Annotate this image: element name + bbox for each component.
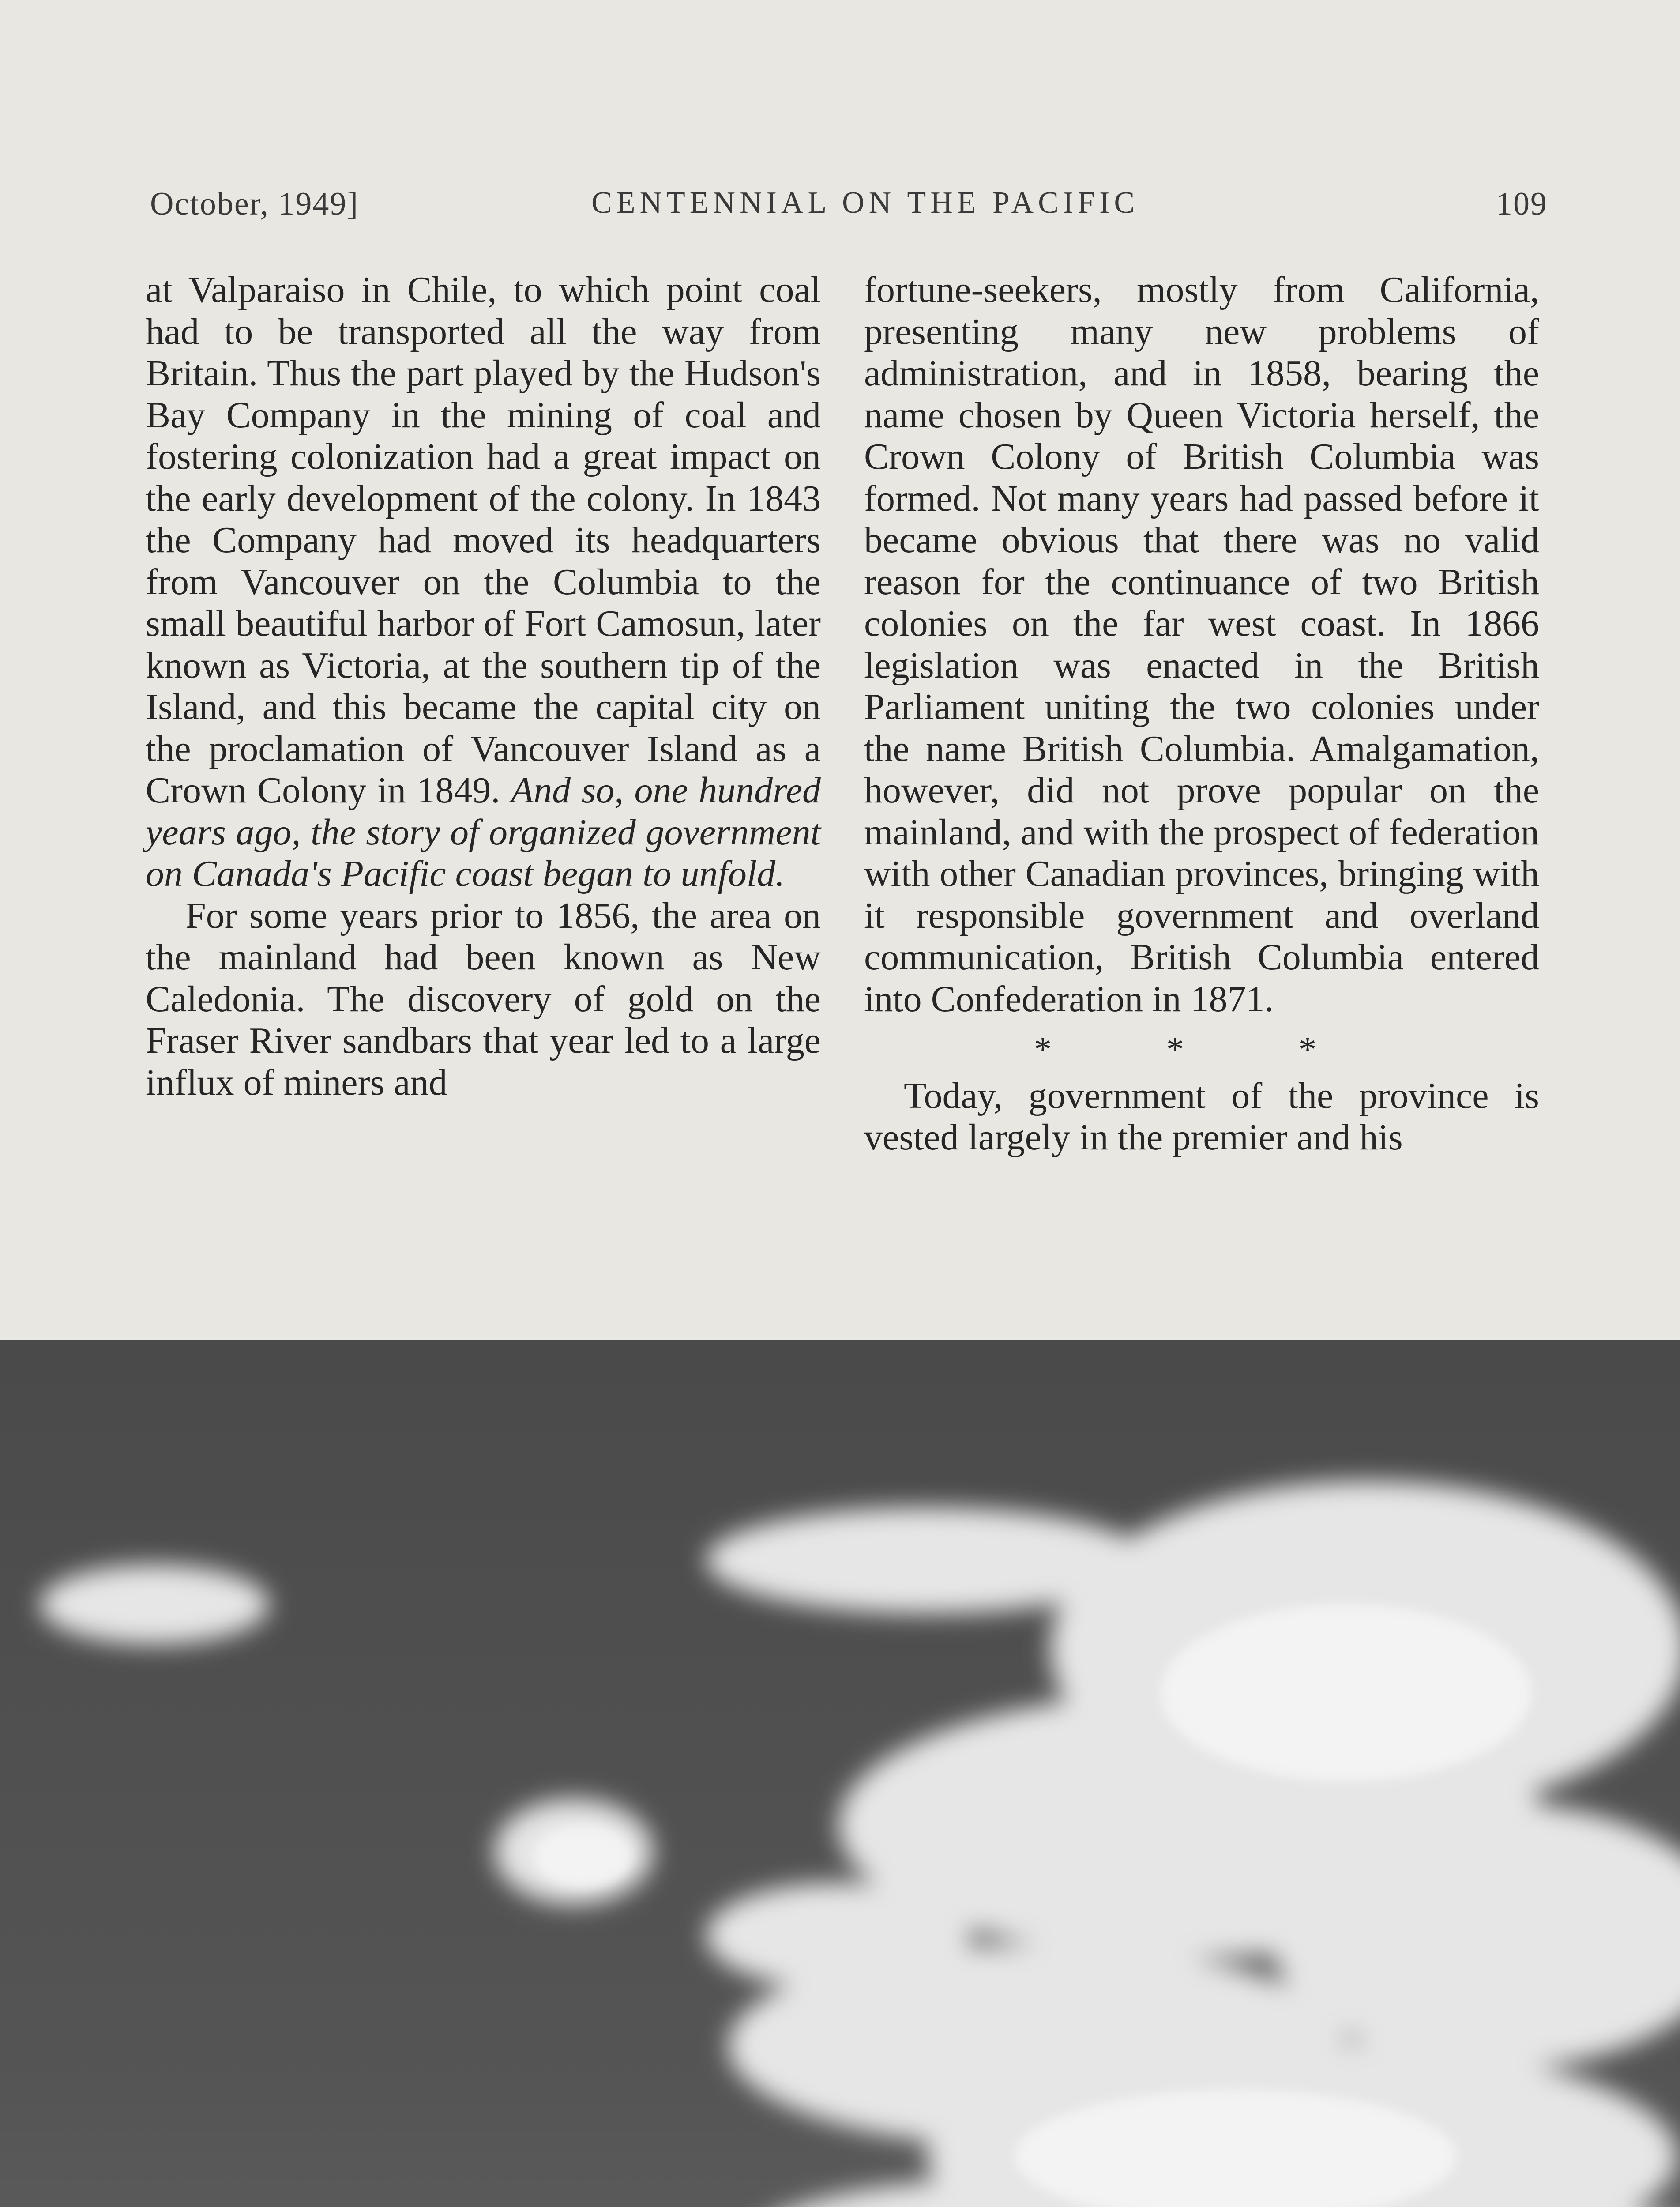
section-separator: * * * xyxy=(1034,1030,1369,1069)
page-number: 109 xyxy=(1496,186,1548,222)
right-paragraph-1: fortune-seekers, mostly from California, presenting many new problems of administration, and in 1858, bearing the name chosen by Queen Victoria herself, the Crown Colony of British Columbia was formed. Not many years had passed before it became obvious that there was no valid reason for the continuance of two British colonies on the far west coast. In 1866 legislation was enacted in the British Parliament uniting the two colonies under the name British Columbia. Amalgamation, however, did not prove popular on the mainland, and with the prospect of federation with other Canadian provinces, bringing with it responsible government and overland communication, British Columbia entered into Confederation in 1871. xyxy=(864,269,1539,1020)
left-paragraph-2: For some years prior to 1856, the area on the mainland had been known as New Caledonia. The discovery of gold on the Fraser River sandbars that year led to a large influx of miners and xyxy=(146,895,821,1103)
left-paragraph-1-italic: And so, one hundred years ago, the story of organized government on Canada's Pacific coast began to unfold. xyxy=(146,770,821,894)
vancouver-skyline-photo xyxy=(0,1340,1680,2207)
left-paragraph-1-text: at Valparaiso in Chile, to which point coal had to be transported all the way from Britain. Thus the part played by the Hudson's Bay Company in the mining of coal and fostering colonization had a great impact on the early development of the colony. In 1843 the Company had moved its headquarters from Vancouver on the Columbia to the small beautiful harbor of Fort Camosun, later known as Victoria, at the southern tip of the Island, and this became the capital city on the proclamation of Vancouver Island as a Crown Colony in 1849. xyxy=(146,269,821,811)
right-paragraph-2: Today, government of the province is vested largely in the premier and his xyxy=(864,1075,1539,1158)
right-column xyxy=(864,269,1539,1159)
running-head xyxy=(0,177,1680,230)
photo-illustration xyxy=(0,1340,1680,2207)
issue-date: October, 1949] xyxy=(150,186,359,222)
left-column xyxy=(146,269,821,1104)
left-paragraph-1 xyxy=(146,269,821,895)
running-title: CENTENNIAL ON THE PACIFIC xyxy=(591,186,1139,220)
